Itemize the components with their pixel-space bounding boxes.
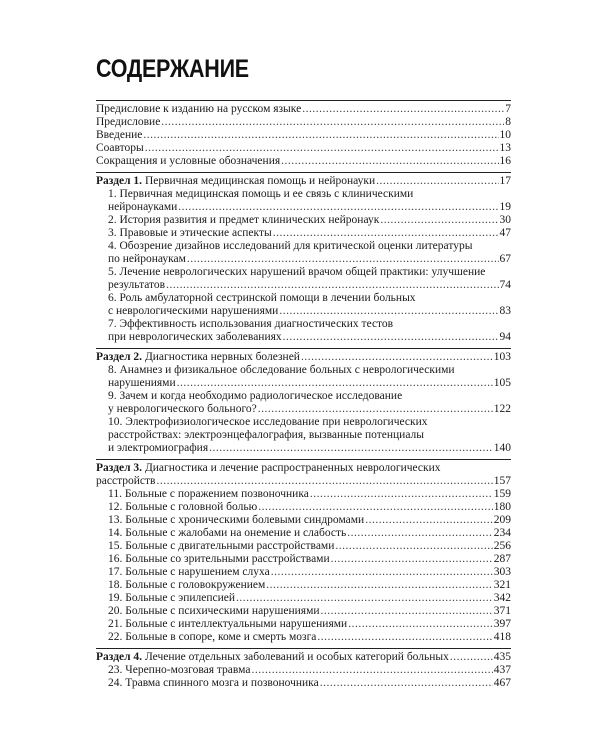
dot-leader	[177, 377, 493, 390]
entry-title: 4. Обозрение дизайнов исследований для критической оценки литературы	[108, 240, 473, 252]
toc-front-entry[interactable]	[96, 103, 511, 116]
page-number: 321	[493, 579, 511, 591]
entry-title: 16. Больные со зрительными расстройствами	[108, 553, 330, 565]
page-number: 209	[493, 514, 511, 526]
toc-chapter-entry[interactable]	[96, 592, 511, 605]
dot-leader	[380, 214, 498, 227]
page-number: 418	[493, 631, 511, 643]
page-number: 234	[493, 527, 511, 539]
dot-leader	[266, 579, 492, 592]
dot-leader	[258, 501, 493, 514]
section-divider	[96, 348, 511, 349]
toc-chapter-entry[interactable]	[96, 227, 511, 240]
section-divider	[96, 100, 511, 101]
toc-section-entry[interactable]	[96, 175, 511, 188]
dot-leader	[209, 442, 493, 455]
toc-chapter-entry[interactable]	[96, 266, 511, 292]
entry-title: Лечение отдельных заболеваний и особых категорий больных	[144, 651, 449, 663]
toc-front-entry[interactable]	[96, 129, 511, 142]
entry-title: 10. Электрофизиологическое исследование при неврологических	[108, 416, 428, 428]
entry-title: 21. Больные с интеллектуальными нарушениями	[108, 618, 348, 630]
entry-title: 22. Больные в сопоре, коме и смерть мозга	[108, 631, 317, 643]
entry-title: 19. Больные с эпилепсией	[108, 592, 236, 604]
page-number: 467	[493, 677, 511, 689]
dot-leader	[273, 227, 499, 240]
dot-leader	[317, 631, 492, 644]
dot-leader	[279, 305, 498, 318]
page-number: 435	[493, 651, 511, 663]
page-number: 159	[493, 488, 511, 500]
dot-leader	[331, 553, 493, 566]
dot-leader	[178, 201, 498, 214]
toc-section-entry[interactable]	[96, 462, 511, 488]
page-number: 103	[493, 351, 511, 363]
page-number: 157	[493, 475, 511, 487]
toc-chapter-entry[interactable]	[96, 514, 511, 527]
page-number: 180	[493, 501, 511, 513]
dot-leader	[143, 129, 498, 142]
section-label: Раздел 2.	[96, 351, 143, 363]
toc-chapter-entry[interactable]	[96, 677, 511, 690]
section-divider	[96, 648, 511, 649]
entry-title: 18. Больные с головокружением	[108, 579, 266, 591]
toc-chapter-entry[interactable]	[96, 527, 511, 540]
entry-title: Предисловие	[96, 116, 161, 128]
dot-leader	[347, 527, 493, 540]
page-number: 17	[499, 175, 511, 187]
table-of-contents	[96, 96, 511, 690]
entry-title: 14. Больные с жалобами на онемение и слабость	[108, 527, 347, 539]
toc-chapter-entry[interactable]	[96, 318, 511, 344]
entry-title: 1. Первичная медицинская помощь и ее связь с клиническими	[108, 188, 414, 200]
entry-title: 24. Травма спинного мозга и позвоночника	[108, 677, 319, 689]
entry-title: 2. История развития и предмет клинических нейронаук	[108, 214, 380, 226]
entry-title: 11. Больные с поражением позвоночника	[108, 488, 309, 500]
dot-leader	[365, 514, 493, 527]
page-number: 10	[499, 129, 511, 141]
toc-chapter-entry[interactable]	[96, 416, 511, 455]
page-title: СОДЕРЖАНИЕ	[96, 55, 249, 83]
toc-chapter-entry[interactable]	[96, 579, 511, 592]
toc-chapter-entry[interactable]	[96, 292, 511, 318]
entry-title: нейронауками	[108, 201, 178, 213]
entry-title: Диагностика нервных болезней	[144, 351, 300, 363]
page-number: 256	[493, 540, 511, 552]
page-number: 13	[499, 142, 511, 154]
page-number: 303	[493, 566, 511, 578]
dot-leader	[335, 540, 492, 553]
entry-title: Сокращения и условные обозначения	[96, 155, 281, 167]
page-number: 30	[499, 214, 511, 226]
page-number: 437	[493, 664, 511, 676]
dot-leader	[348, 618, 493, 631]
page-number: 83	[499, 305, 511, 317]
entry-title: 8. Анамнез и физикальное обследование больных с неврологическими	[108, 364, 455, 376]
entry-title: Соавторы	[96, 142, 144, 154]
toc-chapter-entry[interactable]	[96, 390, 511, 416]
page-number: 19	[499, 201, 511, 213]
toc-section-entry[interactable]	[96, 651, 511, 664]
toc-chapter-entry[interactable]	[96, 553, 511, 566]
toc-front-entry[interactable]	[96, 142, 511, 155]
toc-chapter-entry[interactable]	[96, 631, 511, 644]
toc-chapter-entry[interactable]	[96, 540, 511, 553]
page-number: 67	[499, 253, 511, 265]
page-number: 105	[493, 377, 511, 389]
dot-leader	[236, 592, 493, 605]
dot-leader	[156, 475, 492, 488]
entry-title: с неврологическими нарушениями	[108, 305, 279, 317]
entry-title: по нейронаукам	[108, 253, 186, 265]
section-label: Раздел 1.	[96, 175, 143, 187]
dot-leader	[310, 488, 493, 501]
toc-front-entry[interactable]	[96, 116, 511, 129]
dot-leader	[376, 175, 498, 188]
section-divider	[96, 172, 511, 173]
dot-leader	[283, 331, 499, 344]
entry-title: 23. Черепно-мозговая травма	[108, 664, 251, 676]
entry-title: Первичная медицинская помощь и нейронауки	[144, 175, 376, 187]
dot-leader	[302, 103, 504, 116]
entry-title: результатов	[108, 279, 166, 291]
entry-title: 6. Роль амбулаторной сестринской помощи в лечении больных	[108, 292, 416, 304]
dot-leader	[258, 403, 493, 416]
page-number: 397	[493, 618, 511, 630]
section-divider	[96, 459, 511, 460]
toc-chapter-entry[interactable]	[96, 214, 511, 227]
entry-title: 17. Больные с нарушением слуха	[108, 566, 270, 578]
entry-title: при неврологических заболеваниях	[108, 331, 282, 343]
toc-chapter-entry[interactable]	[96, 664, 511, 677]
toc-chapter-entry[interactable]	[96, 618, 511, 631]
entry-title: 13. Больные с хроническими болевыми синдромами	[108, 514, 365, 526]
toc-chapter-entry[interactable]	[96, 488, 511, 501]
entry-title: расстройствах: электроэнцефалография, вызванные потенциалы	[108, 429, 424, 441]
dot-leader	[321, 605, 493, 618]
toc-chapter-entry[interactable]	[96, 188, 511, 214]
section-label: Раздел 4.	[96, 651, 143, 663]
page-number: 371	[493, 605, 511, 617]
entry-title: 15. Больные с двигательными расстройствами	[108, 540, 335, 552]
page-number: 94	[499, 331, 511, 343]
toc-front-entry[interactable]	[96, 155, 511, 168]
toc-chapter-entry[interactable]	[96, 566, 511, 579]
dot-leader	[161, 116, 504, 129]
page-number: 7	[505, 103, 511, 115]
entry-title: 7. Эффективность использования диагностических тестов	[108, 318, 394, 330]
dot-leader	[166, 279, 498, 292]
entry-title: Диагностика и лечение распространенных неврологических	[144, 462, 441, 474]
dot-leader	[450, 651, 493, 664]
entry-title: 20. Больные с психическими нарушениями	[108, 605, 320, 617]
page-number: 8	[505, 116, 511, 128]
page-number: 342	[493, 592, 511, 604]
entry-title: 12. Больные с головной болью	[108, 501, 258, 513]
entry-title: 5. Лечение неврологических нарушений врачом общей практики: улучшение	[108, 266, 486, 278]
dot-leader	[145, 142, 499, 155]
dot-leader	[187, 253, 499, 266]
page-number: 74	[499, 279, 511, 291]
toc-chapter-entry[interactable]	[96, 501, 511, 514]
page-number: 47	[499, 227, 511, 239]
dot-leader	[281, 155, 498, 168]
entry-title: Введение	[96, 129, 143, 141]
entry-title: 3. Правовые и этические аспекты	[108, 227, 272, 239]
toc-section-entry[interactable]	[96, 351, 511, 364]
entry-title: 9. Зачем и когда необходимо радиологическое исследование	[108, 390, 403, 402]
toc-chapter-entry[interactable]	[96, 240, 511, 266]
entry-title: расстройств	[96, 475, 156, 487]
entry-title: нарушениями	[108, 377, 176, 389]
page-number: 287	[493, 553, 511, 565]
entry-title: и электромиография	[108, 442, 209, 454]
toc-chapter-entry[interactable]	[96, 364, 511, 390]
dot-leader	[301, 351, 493, 364]
toc-chapter-entry[interactable]	[96, 605, 511, 618]
entry-title: Предисловие к изданию на русском языке	[96, 103, 302, 115]
dot-leader	[251, 664, 492, 677]
page-number: 16	[499, 155, 511, 167]
dot-leader	[271, 566, 493, 579]
page-number: 122	[493, 403, 511, 415]
entry-title: у неврологического больного?	[108, 403, 257, 415]
dot-leader	[320, 677, 493, 690]
section-label: Раздел 3.	[96, 462, 143, 474]
page-number: 140	[493, 442, 511, 454]
